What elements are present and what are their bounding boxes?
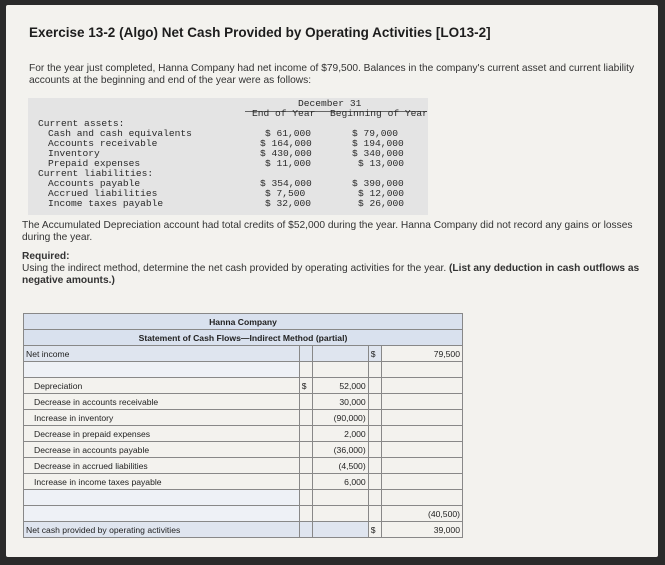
adjustment-value[interactable]: 6,000 [312, 474, 368, 490]
current-assets-label: Current assets: [38, 118, 125, 129]
exercise-page [6, 5, 658, 557]
row-end: $ 164,000 [260, 138, 312, 149]
currency-sign: $ [368, 522, 381, 538]
row-end: $ 7,500 [265, 188, 306, 199]
exercise-title: Exercise 13-2 (Algo) Net Cash Provided by Operating Activities [LO13-2] [29, 25, 491, 40]
row-end: $ 61,000 [265, 128, 312, 139]
adjustment-label[interactable]: Depreciation [24, 378, 300, 394]
row-begin: $ 13,000 [358, 158, 405, 169]
currency-sign: $ [368, 346, 381, 362]
adjustment-value[interactable]: 52,000 [312, 378, 368, 394]
adjustment-label[interactable]: Decrease in accounts receivable [24, 394, 300, 410]
row-begin: $ 26,000 [358, 198, 405, 209]
row-label: Income taxes payable [48, 198, 164, 209]
depreciation-note: The Accumulated Depreciation account had total credits of $52,000 during the year. Hanna Company did not record any gains or losses during the year. [22, 220, 633, 243]
required-block [22, 251, 652, 287]
net-cash-label: Net cash provided by operating activities [24, 522, 300, 538]
adjustment-label[interactable]: Decrease in accrued liabilities [24, 458, 300, 474]
row-begin: $ 194,000 [352, 138, 404, 149]
date-header: December 31 [298, 98, 362, 109]
adjustment-label[interactable]: Increase in income taxes payable [24, 474, 300, 490]
adjustment-label[interactable]: Decrease in prepaid expenses [24, 426, 300, 442]
row-end: $ 32,000 [265, 198, 312, 209]
adjustment-label[interactable]: Decrease in accounts payable [24, 442, 300, 458]
adjustment-value[interactable]: 30,000 [312, 394, 368, 410]
required-heading: Required: [22, 251, 70, 262]
adjustment-value[interactable]: 2,000 [312, 426, 368, 442]
row-label: Accounts receivable [48, 138, 158, 149]
currency-sign: $ [299, 378, 312, 394]
row-end: $ 11,000 [265, 158, 312, 169]
row-end: $ 354,000 [260, 178, 312, 189]
row-begin: $ 79,000 [352, 128, 399, 139]
adjustment-value[interactable]: (90,000) [312, 410, 368, 426]
row-begin: $ 390,000 [352, 178, 404, 189]
company-name: Hanna Company [24, 314, 463, 330]
net-income-value[interactable]: 79,500 [381, 346, 462, 362]
statement-title: Statement of Cash Flows—Indirect Method (partial) [24, 330, 463, 346]
cash-flow-table [23, 313, 463, 538]
net-cash-value[interactable]: 39,000 [381, 522, 462, 538]
net-income-label: Net income [24, 346, 300, 362]
row-label: Prepaid expenses [48, 158, 141, 169]
adjustment-label[interactable]: Increase in inventory [24, 410, 300, 426]
adjustment-value[interactable]: (4,500) [312, 458, 368, 474]
current-liabilities-label: Current liabilities: [38, 168, 154, 179]
row-label: Accounts payable [48, 178, 141, 189]
intro-text: For the year just completed, Hanna Company had net income of $79,500. Balances in the company's current asset and current liability accounts at the beginning and end of the year were as follows: [29, 63, 635, 86]
row-label: Accrued liabilities [48, 188, 158, 199]
col-end: End of Year [252, 108, 316, 119]
row-end: $ 430,000 [260, 148, 312, 159]
row-label: Inventory [48, 148, 100, 159]
required-text: Using the indirect method, determine the net cash provided by operating activities for the year. (List any deduction in cash outflows as negative amounts.) [22, 263, 640, 286]
row-begin: $ 340,000 [352, 148, 404, 159]
row-label: Cash and cash equivalents [48, 128, 192, 139]
col-begin: Beginning of Year [330, 108, 428, 119]
adjustment-value[interactable]: (36,000) [312, 442, 368, 458]
row-begin: $ 12,000 [358, 188, 405, 199]
balances-table [28, 98, 428, 215]
total-adjustments[interactable]: (40,500) [381, 506, 462, 522]
